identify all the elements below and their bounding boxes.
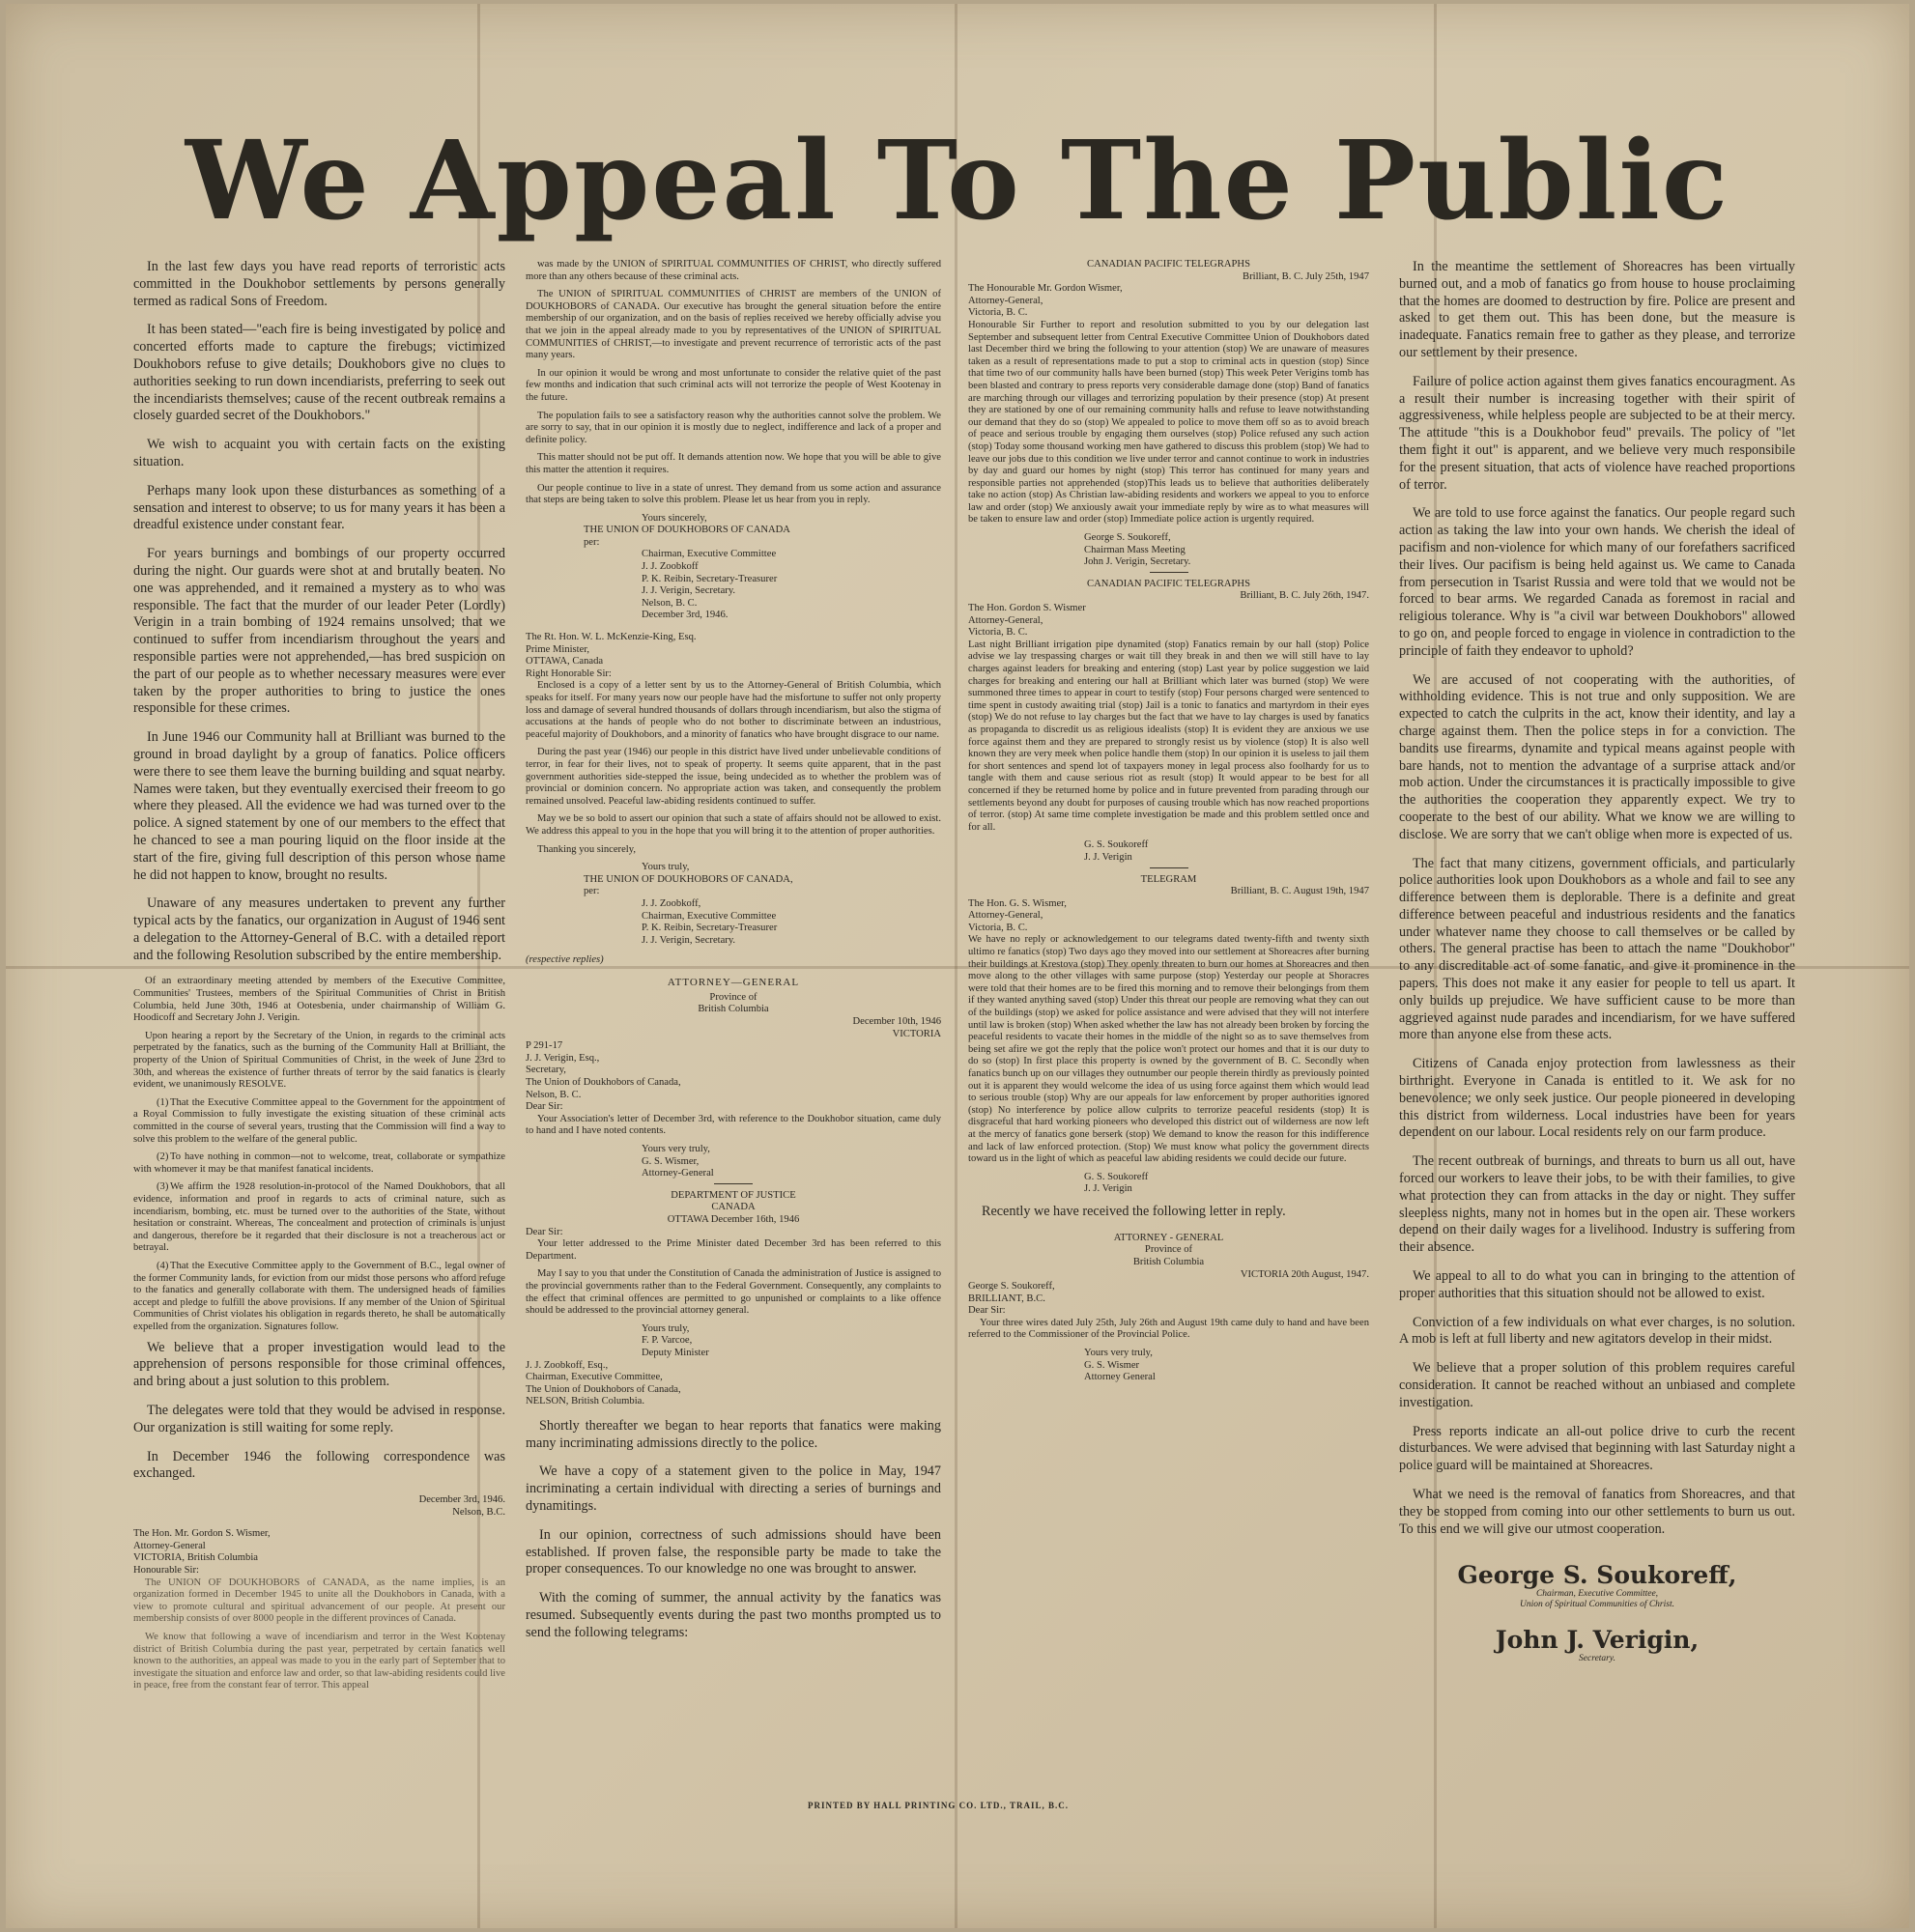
- paragraph: In December 1946 the following correspondence was exchanged.: [133, 1448, 505, 1482]
- signature-line: December 3rd, 1946.: [642, 610, 729, 621]
- signature-line: J. J. Zoobkoff,: [642, 897, 701, 909]
- letter-body: Your three wires dated July 25th, July 26th and August 19th came duly to hand and have been referred to the Commissioner of the Provincial Police.: [968, 1317, 1369, 1341]
- letter-body: May I say to you that under the Constitution of Canada the administration of Justice is assigned to the provincial governments rather than to the Federal Government. Consequently, any complaints to the effect that criminal offences are permitted to go unpunished or complaints to a like offence should be addressed to the provincial attorney general.: [526, 1268, 941, 1317]
- paragraph: The fact that many citizens, government officials, and particularly police authorities look upon Doukhobors as a whole and fail to see any difference between them is deplorable. There is a definite and great difference between peaceful and industrious residents and the fanatics under whatever name they choose to call themselves or be called by others. The general practise has been to attach the name "Doukhobor" to any discreditable act of some fanatic, and give it prominence in the papers. This does not make it any easier for people to tell us apart. It only builds up prejudice. We have sufficient cause to be more than aggrieved against nude parades and incendiarism, for we have suffered more than anyone else from these acts.: [1399, 855, 1795, 1043]
- organization-name: THE UNION OF DOUKHOBORS OF CANADA: [584, 525, 790, 536]
- letter-closing: Yours very truly,: [642, 1144, 710, 1154]
- letter-address: George S. Soukoreff,: [968, 1281, 1055, 1293]
- letter-body: was made by the UNION of SPIRITUAL COMMUNITIES OF CHRIST, who directly suffered more than any others because of these criminal acts.: [526, 259, 941, 282]
- letterhead-line: British Columbia: [698, 1004, 769, 1015]
- letter-address: Attorney-General,: [968, 910, 1043, 922]
- paragraph: We appeal to all to do what you can in bringing to the attention of proper authorities that this situation should not be allowed to exist.: [1399, 1268, 1795, 1301]
- letter-body: The population fails to see a satisfactory reason why the authorities cannot solve the problem. We are sorry to say, that in our opinion it is mostly due to neglect, indifference and lack of a proper and definite policy.: [526, 410, 941, 445]
- resolution-text: That the Executive Committee appeal to the Government for the appointment of a Royal Commission to fully investigate the existing situation of these criminal acts committed in the course of several years, trusting that the Commission will find a way to solve this problem to the welfare of the general public.: [133, 1096, 505, 1145]
- telegram-body: Last night Brilliant irrigation pipe dynamited (stop) Fanatics remain by our hall (stop) Police advise we lay trespassing charges or wait till they break in and then we will still have to lay charges against leaders for breaking and entering (stop) Last year by police suggestion we laid charges for breaking and entering our hall at Brilliant which later was burned (stop) We were summoned three times to appear in court to testify (stop) Four persons charged were sentenced to time spent in custody awaiting trial (stop) Jail is a tonic to fanatics and martyrdom in their eyes (stop) We do not refuse to lay charges but the fact that we have to lay charges is used by fanatics as propaganda to discredit us as religious idealists (stop) It is evident they are anxious we use force against them and they are prepared to strongly resist us by violence (stop) It is also well known they are very meek when police handle them (stop) In our opinion it is useless to jail them for short sentences and spend lot of taxpayers money in legal process also foolhardy for us to tangle with them and cause serious riot as result (stop) It would appear to be best for all concerned if they be returned home by police and in future prevented from parading through our settlements beyond any doubt for purposes of causing trouble which has now reached proportions of terror. (stop) At same time complete investigation be made and this problem settled once and for all.: [968, 639, 1369, 833]
- telegraph-header: CANADIAN PACIFIC TELEGRAPHS: [1087, 259, 1250, 270]
- paragraph: We wish to acquaint you with certain facts on the existing situation.: [133, 437, 505, 469]
- resolution-text: To have nothing in common—not to welcome, treat, collaborate or sympathize with whomever it may be that manifest fanatical incidents.: [133, 1151, 505, 1175]
- signature-line: J. J. Verigin: [1084, 1183, 1132, 1195]
- resolution-text: We affirm the 1928 resolution-in-protocol of the Named Doukhobors, that all evidence, information and proof in regards to acts of criminal nature, such as incendiarism, bombing, etc. must be turned over to the authorities of the State, without hesitation or constraint. Whereas, The concealment and protection of criminals is unjust and dangerous, therefore be it regarded that their disclosure is not a treacherous act or betrayal.: [133, 1181, 505, 1254]
- letter-address: The Union of Doukhobors of Canada,: [526, 1383, 681, 1395]
- resolution-item: [133, 1261, 505, 1334]
- letter-address: J. J. Verigin, Esq.,: [526, 1052, 600, 1064]
- letter-date: VICTORIA 20th August, 1947.: [1240, 1268, 1369, 1280]
- signatory-title: Secretary.: [1579, 1654, 1615, 1664]
- letterhead-line: CANADA: [711, 1202, 756, 1213]
- printer-imprint: PRINTED BY HALL PRINTING CO. LTD., TRAIL, B.C.: [808, 1801, 1069, 1810]
- signature-line: G. S. Soukoreff: [1084, 1171, 1149, 1182]
- paragraph: We have a copy of a statement given to the police in May, 1947 incriminating a certain individual with directing a series of burnings and dynamitings.: [526, 1463, 941, 1515]
- paragraph: In the last few days you have read reports of terroristic acts committed in the Doukhobor settlements by persons generally termed as radical Sons of Freedom.: [133, 259, 505, 309]
- signature-line: Chairman, Executive Committee: [642, 910, 777, 922]
- letter-closing: Yours truly,: [642, 862, 690, 873]
- signature-line: John J. Verigin, Secretary.: [1084, 556, 1191, 568]
- signature-line: G. S. Soukoreff: [1084, 839, 1149, 851]
- signature-line: J. J. Verigin: [1084, 851, 1132, 863]
- paragraph: The recent outbreak of burnings, and threats to burn us all out, have forced our workers to leave their jobs, to be with their families, to give what protection they can from attacks in the day or night. They suffer sleepless nights, many not in homes but in the open air. These workers depend on their daily wages for a livelihood. Industry is suffering from their absence.: [1399, 1153, 1795, 1256]
- letter-address: Victoria, B. C.: [968, 307, 1028, 319]
- paragraph: In June 1946 our Community hall at Brilliant was burned to the ground in broad daylight by a group of fanatics. Police officers were there to see them leave the burning building and squat nearby. Names were taken, but they eventually exercised their freeom to go where they pleased. All the evidence we had was turned over to the police. A signed statement by one of our members to the effect that he chanced to see a man pouring liquid on the floor inside at the start of the fire, giving full description of this person whose name he did not happen to know, brought no results.: [133, 729, 505, 883]
- letter-body: The UNION of SPIRITUAL COMMUNITIES of CHRIST are members of the UNION of DOUKHOBORS of CANADA. Our executive has brought the general situation before the entire membership of our organization, and on the basis of replies received we hereby officially advise you that we join in the appeal already made to you by representatives of the UNION of SPIRITUAL COMMUNITIES of CHRIST,—to investigate and prevent recurrence of terroristic acts of the past many years.: [526, 289, 941, 361]
- organization-name: THE UNION OF DOUKHOBORS OF CANADA,: [584, 873, 793, 885]
- resolution-item: [133, 1181, 505, 1255]
- column-1: [133, 259, 505, 1862]
- divider: [1150, 572, 1188, 573]
- telegram-date: Brilliant, B. C. August 19th, 1947: [1230, 886, 1369, 897]
- letter-body: This matter should not be put off. It demands attention now. We hope that you will be able to give this matter the attention it requires.: [526, 452, 941, 475]
- paragraph: The delegates were told that they would be advised in response. Our organization is still waiting for some reply.: [133, 1402, 505, 1435]
- telegram-body: We have no reply or acknowledgement to our telegrams dated twenty-fifth and twenty sixth ultimo re fanatics (stop) Two days ago they moved into our settlement at Shoreacres after burning their buildings at Krestova (stop) They openly threaten to burn our homes at Shoreacres and then move along to the other villages with same purpose (stop) Yesterday our people at Shoracres were told that their homes are to be fired this morning and to remove their belongings from them if they wanted anything saved (stop) Under this threat our people are removing what they can out of the buildings (stop) we asked for police assistance and were advised that they will not interfere until law is broken (stop) When asked whether the law has not already been broken by forcing the peaceful residents to vacate their homes in the middle of the night so as to save themselves from being set afire we got the reply that the police won't protect our homes and that it is our duty to do so (stop) In first place this property is owned by the government of B. C. Secondly when fanatics bunch up on our villages they outnumber our people therein thirdly as previously pointed out it is apparent they would welcome the idea of us using force against them which would lead to serious trouble (stop) Why are our appeals for law enforcement by proper authorities ignored (stop) No interference by police allow culprits to terrorize peaceful residents (stop) It is disgraceful that hard working pioneers who developed this district out of wilderness are now left at the mercy of fanatics gone berserk (stop) We demand to know the reason for this indifference and lack of law enforced protection. (Stop) We must know what policy the government directs toward us in the light of which as peaceful law abiding residents we could decide our future.: [968, 934, 1369, 1165]
- paragraph: Press reports indicate an all-out police drive to curb the recent disturbances. We were advised that beginning with last Saturday night a police guard will be maintained at Shoreacres.: [1399, 1423, 1795, 1474]
- letter-address: The Union of Doukhobors of Canada,: [526, 1077, 681, 1089]
- letter-body: Thanking you sincerely,: [537, 843, 636, 855]
- paragraph: In our opinion, correctness of such admissions should have been established. If proven false, the responsible party be made to take the proper consequences. To our knowledge no one was brought to answer.: [526, 1526, 941, 1577]
- signature-line: Deputy Minister: [642, 1347, 709, 1358]
- letter-address: NELSON, British Columbia.: [526, 1396, 645, 1407]
- letter-salutation: Dear Sir:: [968, 1305, 1006, 1317]
- letter-address: Attorney-General: [133, 1540, 206, 1551]
- file-reference: P 291-17: [526, 1040, 563, 1052]
- paragraph: Shortly thereafter we began to hear reports that fanatics were making many incriminating admissions directly to the police.: [526, 1417, 941, 1451]
- column-4: [1399, 259, 1795, 1872]
- letter-address: Secretary,: [526, 1065, 566, 1076]
- paragraph: We believe that a proper investigation would lead to the apprehension of persons responsible for those criminal offences, and bring about a just solution to this problem.: [133, 1339, 505, 1390]
- letter-address: Attorney-General,: [968, 295, 1043, 306]
- letter-address: Nelson, B. C.: [526, 1089, 582, 1100]
- paragraph: We are told to use force against the fanatics. Our people regard such action as taking the law into your own hands. We cherish the ideal of pacifism and non-violence for which many of our forefathers sacrificed their lives. Our pacifism is being held against us. We came to Canada from persecution in Tsarist Russia and were told that we would not be forced to bear arms. We regarded Canada as foremost in racial and religious tolerance. Why is "a civil war between Doukhobors" allowed to go on, and people forced to engage in violence in contradiction to the principle of faith they endeavor to uphold?: [1399, 505, 1795, 659]
- letter-date: OTTAWA December 16th, 1946: [667, 1213, 800, 1225]
- signature-line: Attorney General: [1084, 1372, 1156, 1383]
- letter-place: VICTORIA: [892, 1028, 941, 1039]
- column-3: [968, 259, 1369, 1824]
- paragraph: For years burnings and bombings of our property occurred during the night. Our guards were shot at and brutally beaten. No one was apprehended, and it remained a mystery as to who was responsible. The fact that the murder of our leader Peter (Lordly) Verigin in a train bombing of 1924 remains unsolved; that we continued to suffer from incendiarism throughout the years and responsible parties were not apprehended,—has bred suspicion on the part of our people as to whether necessary measures were ever taken by the proper authorities to bring to justice the ones responsible for these crimes.: [133, 546, 505, 717]
- letter-closing: Yours truly,: [642, 1322, 690, 1334]
- letter-address: Attorney-General,: [968, 614, 1043, 626]
- letter-closing: Yours sincerely,: [642, 512, 707, 524]
- letter-body: Your Association's letter of December 3rd, with reference to the Doukhobor situation, came duly to hand and I have noted contents.: [526, 1113, 941, 1137]
- letter-address: The Rt. Hon. W. L. McKenzie-King, Esq.: [526, 632, 697, 643]
- paragraph: Citizens of Canada enjoy protection from lawlessness as their birthright. Everyone in Canada is entitled to it. We ask for no benevolence; we only seek justice. Our people pioneered in developing this district from wilderness. Local industries have been for years dependent on our labour. Local residents rely on our farm produce.: [1399, 1056, 1795, 1141]
- letter-address: OTTAWA, Canada: [526, 656, 604, 668]
- letter-body: Our people continue to live in a state of unrest. They demand from us some action and assurance that steps are being taken to solve this problem. Please let us hear from you in reply.: [526, 482, 941, 506]
- resolution-number: (2): [157, 1151, 169, 1163]
- paragraph: Unaware of any measures undertaken to prevent any further typical acts by the fanatics, our organization in August of 1946 sent a delegation to the Attorney-General of B.C. with a detailed report and the following Resolution subscribed by the entire membership.: [133, 895, 505, 963]
- resolution-number: (1): [157, 1096, 169, 1108]
- signature-line: George S. Soukoreff,: [1084, 532, 1171, 544]
- paragraph: It has been stated—"each fire is being investigated by police and concerted efforts made to capture the firebugs; victimized Doukhobors refuse to give details; Doukhobors give no clues to authorities seeking to run down incendiarists, preferring to seek out the incendiarists themselves; cause of the recent outbreak remains a closely guarded secret of the Doukhobors.": [133, 322, 505, 424]
- letter-salutation: Dear Sir:: [526, 1226, 563, 1237]
- letter-place: Nelson, B.C.: [452, 1506, 505, 1518]
- letter-address: Victoria, B. C.: [968, 922, 1028, 933]
- paragraph: In the meantime the settlement of Shoreacres has been virtually burned out, and a mob of fanatics go from house to house proclaiming that the homes are doomed to destruction by fire. Police are present and asked to get them out. This has been done, but the measure is inadequate. Fanatics remain free to gather as they please, and terrorize our settlement by their presence.: [1399, 259, 1795, 360]
- resolution-number: (3): [157, 1181, 169, 1193]
- signature-line: G. S. Wismer: [1084, 1359, 1140, 1371]
- letterhead: ATTORNEY—GENERAL: [667, 976, 800, 988]
- signature-line: Chairman Mass Meeting: [1084, 544, 1186, 555]
- letter-body: We know that following a wave of incendiarism and terror in the West Kootenay district of British Columbia during the past year, perpetrated by certain fanatics well known to the authorities, an appeal was made to you in the early part of September that to investigate the situation and enforce law and order, so that law-abiding residents could live in peace, free from the constant fear of terror. This appeal: [133, 1632, 505, 1691]
- paragraph: With the coming of summer, the annual activity by the fanatics was resumed. Subsequently events during the past two months prompted us to send the following telegrams:: [526, 1590, 941, 1640]
- signature-line: J. J. Verigin, Secretary.: [642, 934, 736, 946]
- signatory-title: Union of Spiritual Communities of Christ.: [1520, 1600, 1674, 1610]
- paragraph: We believe that a proper solution of this problem requires careful consideration. It cannot be reached without an unbiased and complete investigation.: [1399, 1360, 1795, 1410]
- letter-body: May we be so bold to assert our opinion that such a state of affairs should not be allowed to exist. We address this appeal to you in the hope that you will bring it to the attention of proper authorities.: [526, 813, 941, 837]
- letter-address: J. J. Zoobkoff, Esq.,: [526, 1359, 609, 1371]
- letterhead-line: Province of: [1144, 1244, 1193, 1256]
- letter-address: BRILLIANT, B.C.: [968, 1293, 1045, 1304]
- signatory-name: George S. Soukoreff,: [1457, 1561, 1737, 1590]
- replies-note: (respective replies): [526, 954, 604, 966]
- letterhead-line: British Columbia: [1132, 1256, 1205, 1267]
- paragraph: We are accused of not cooperating with the authorities, of withholding evidence. This is not true and only supposition. We are expected to catch the culprits in the act, know their identity, and lay a charge against them. Then the police steps in for a conviction. The bandits use firearms, dynamite and typical means against people with bare hands, not to mention the advantage of a surprise attack and/or mob action. Under the circumstances it is practically impossible to give the authorities the cooperation they apparently expect. We try to cooperate to the best of our ability. What we know we are willing to disclose. We are sorry that we can't oblige when more is expected of us.: [1399, 671, 1795, 842]
- headline: We Appeal To The Public: [185, 118, 1730, 244]
- signature-line: J. J. Verigin, Secretary.: [642, 585, 736, 597]
- letter-address: The Hon. G. S. Wismer,: [968, 897, 1067, 909]
- letterhead: ATTORNEY - GENERAL: [1113, 1232, 1224, 1243]
- letter-body: During the past year (1946) our people in this district have lived under unbelievable conditions of terror, in fear for their lives, not to speak of property. It seems quite apparent, that in the past government authorities side-stepped the issue, being undecided as to whether the problem was of provincial or dominion concern. No appropriate action was taken, and consequently the problem remained unsolved. Peaceful law-abiding residents continued to suffer.: [526, 747, 941, 807]
- letter-address: The Honourable Mr. Gordon Wismer,: [968, 283, 1123, 295]
- paragraph: Recently we have received the following letter in reply.: [982, 1203, 1286, 1219]
- letter-address: Chairman, Executive Committee,: [526, 1372, 663, 1383]
- signature-line: P. K. Reibin, Secretary-Treasurer: [642, 573, 778, 584]
- telegraph-header: CANADIAN PACIFIC TELEGRAPHS: [1087, 578, 1250, 589]
- letter-closing: Yours very truly,: [1084, 1348, 1153, 1359]
- signature-line: J. J. Zoobkoff: [642, 561, 699, 573]
- signature-line: G. S. Wismer,: [642, 1155, 700, 1167]
- letter-address: The Hon. Mr. Gordon S. Wismer,: [133, 1528, 271, 1540]
- divider: [1150, 867, 1188, 868]
- column-2: [526, 259, 941, 1824]
- letter-body: In our opinion it would be wrong and most unfortunate to consider the relative quiet of the past few months and indication that such criminal acts will not terrorize the people of West Kootenay in the future.: [526, 367, 941, 403]
- letter-address: Prime Minister,: [526, 643, 590, 655]
- signature-line: Chairman, Executive Committee: [642, 549, 777, 560]
- letter-salutation: Dear Sir:: [526, 1101, 563, 1113]
- signature-line: Nelson, B. C.: [642, 597, 698, 609]
- letter-date: December 10th, 1946: [852, 1016, 941, 1028]
- letter-address: The Hon. Gordon S. Wismer: [968, 603, 1086, 614]
- letter-address: VICTORIA, British Columbia: [133, 1552, 258, 1564]
- telegram-date: Brilliant, B. C. July 26th, 1947.: [1240, 590, 1369, 602]
- letter-date: December 3rd, 1946.: [418, 1494, 505, 1506]
- resolution-preamble: Of an extraordinary meeting attended by members of the Executive Committee, Communities' Trustees, members of the Spiritual Communities of Christ in British Columbia, held June 30th, 1946 at Ootesbenia, under chairmanship of William G. Hoodicoff and Secretary John J. Verigin.: [133, 976, 505, 1024]
- letterhead-line: Province of: [709, 991, 757, 1003]
- signature-line: F. P. Varcoe,: [642, 1335, 693, 1347]
- paragraph: What we need is the removal of fanatics from Shoreacres, and that they be stopped from coming into our other settlements to burn us out. To this end we will give our utmost cooperation.: [1399, 1487, 1795, 1537]
- signature-line: Attorney-General: [642, 1168, 714, 1179]
- letter-salutation: Honourable Sir:: [133, 1565, 199, 1577]
- telegram-date: Brilliant, B. C. July 25th, 1947: [1243, 270, 1369, 282]
- divider: [714, 1183, 753, 1184]
- telegram-header: TELEGRAM: [1140, 873, 1197, 885]
- poster-sheet: [6, 4, 1909, 1928]
- letter-address: Victoria, B. C.: [968, 627, 1028, 639]
- signature-line: per:: [584, 886, 600, 897]
- resolution-number: (4): [157, 1260, 169, 1271]
- resolution-item: [133, 1151, 505, 1176]
- letterhead: DEPARTMENT OF JUSTICE: [671, 1189, 796, 1201]
- resolution-item: [133, 1097, 505, 1146]
- letter-salutation: Right Honorable Sir:: [526, 668, 612, 679]
- signatory-name: John J. Verigin,: [1495, 1626, 1700, 1655]
- letter-body: Enclosed is a copy of a letter sent by us to the Attorney-General of British Columbia, which speaks for itself. For many years now our people have had the misfortune to suffer not only property loss and damage of several hundred thousands of dollars through incendiarism, but also the stigma of accusations at the hands of people who do not bother to discriminate between an industrious, peaceful majority of Doukhobors, and a minority of fanatics who have brought disgrace to our name.: [526, 680, 941, 740]
- paragraph: Failure of police action against them gives fanatics encouragment. As a result their number is increasing together with their spirit of aggressiveness, while helpless people are subjected to be at their mercy. The attitude "this is a Doukhobor feud" prevails. The policy of "let them fight it out" is apparent, and we believe very much responsibile for the present situation, that acts of violence have reached proportions of terror.: [1399, 373, 1795, 493]
- paragraph: Conviction of a few individuals on what ever charges, is no solution. A mob is left at full liberty and new agitators develop in their midst.: [1399, 1314, 1795, 1348]
- telegram-body: Honourable Sir Further to report and resolution submitted to you by our delegation last September and subsequent letter from Central Executive Committee Union of Doukhobors dated last December third we bring the following to your attention (stop) We are unaware of measures taken as a result of representations made to put a stop to criminal acts in question (stop) Since that time two of our community halls have been burned (stop) This week Peter Verigins tomb has been blasted and contrary to press reports very considerable damage done (stop) Band of fanatics are marching through our villages and terrorizing population by their presence (stop) At present they are stationed by one of our remaining community halls and refuse to leave notwithstanding our demand that they do so (stop) We appealed to police to move them off so as to avoid breach of peace and serious trouble by engaging them ourselves (stop) Police refused any such action (stop) Today some thousand working men have gathered to discuss this problem (stop) We had to leave our jobs due to this condition we live under terror and cannot continue to work in industries by day and guard our homes by night (stop) This terror has continued for many years and responsible parties not apprehended (stop)This leads us to believe that authorities deliberately take no action (stop) As Christian law-abiding residents and workers we appeal to you to enforce law and order (stop) We anxiously await your immediate reply by wire as to what measures will be taken to ensure law and order (stop) Immediate police action is urgently required.: [968, 319, 1369, 526]
- letter-body: The UNION OF DOUKHOBORS of CANADA, as the name implies, is an organization formed in December 1945 to unite all the Doukhobors in Canada, with a view to promote cultural and spiritual advancement of our people. At present our membership consists of over 8000 people in the different provinces of Canada.: [133, 1577, 505, 1625]
- letter-body: Your letter addressed to the Prime Minister dated December 3rd has been referred to this Department.: [526, 1238, 941, 1262]
- resolution-text: That the Executive Committee apply to the Government of B.C., legal owner of the former Community lands, for eviction from our midst those persons who afford refuge to the fanatics and generally collaborate with them. The undersigned heads of families accept and pledge to fulfill the above provisions. If any member of the Union of Spiritual Communities of Christ violates his obligation in regards thereto, he shall be automatically expelled from the organization. Signatures follow.: [133, 1260, 505, 1332]
- signature-line: per:: [584, 536, 600, 548]
- signatory-title: Chairman, Executive Committee,: [1535, 1589, 1659, 1600]
- signature-block: [1399, 1561, 1795, 1664]
- paragraph: Perhaps many look upon these disturbances as something of a sensation and interest to observe; to us for many years it has been a dreadful existence under constant fear.: [133, 482, 505, 533]
- resolution-preamble: Upon hearing a report by the Secretary of the Union, in regards to the criminal acts perpetrated by the fanatics, such as the burning of the Community Hall at Brilliant, the property of the Union of Spiritual Communities of Christ, in the week of June 23rd to 30th, and whereas the existence of further threats of terror by the said fanatics is clearly evident, we unanimously RESOLVE.: [133, 1030, 505, 1091]
- signature-line: P. K. Reibin, Secretary-Treasurer: [642, 923, 778, 934]
